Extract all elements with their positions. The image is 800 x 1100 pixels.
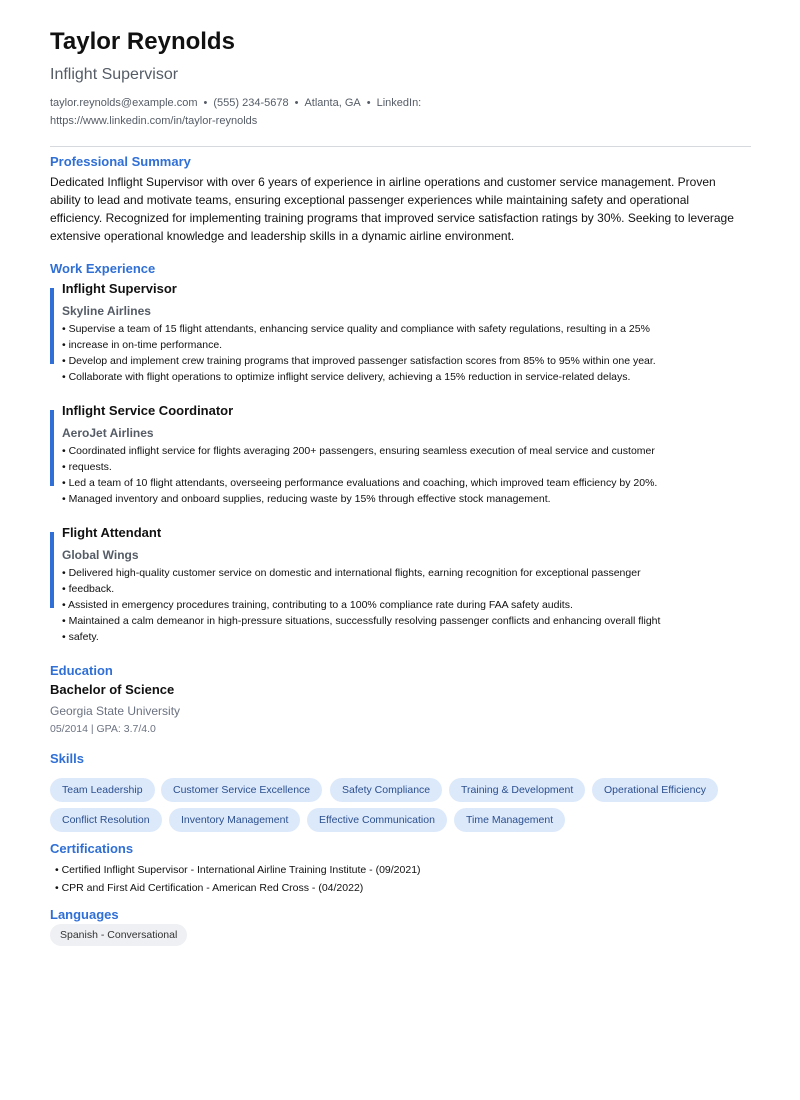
job-bullet: • increase in on-time performance. — [62, 339, 223, 351]
skill-chip: Operational Efficiency — [592, 778, 718, 802]
job-bullet: • safety. — [62, 631, 99, 643]
education-degree: Bachelor of Science — [50, 682, 175, 697]
separator-dot: • — [366, 97, 371, 109]
skill-chip: Time Management — [454, 808, 565, 832]
header-divider — [50, 146, 751, 147]
job-bullets — [62, 443, 682, 507]
job-company: AeroJet Airlines — [62, 426, 154, 440]
contact-linkedin-label: LinkedIn: — [376, 97, 422, 109]
job-bullet: • Managed inventory and onboard supplies, reducing waste by 15% through effective stock management. — [62, 493, 551, 505]
candidate-name: Taylor Reynolds — [50, 28, 235, 55]
education-school: Georgia State University — [50, 704, 181, 718]
skills-heading: Skills — [50, 751, 84, 766]
certifications-heading: Certifications — [50, 841, 134, 856]
contact-linkedin-url[interactable]: https://www.linkedin.com/in/taylor-reynolds — [50, 115, 258, 127]
separator-dot: • — [294, 97, 299, 109]
summary-text: Dedicated Inflight Supervisor with over 6 years of experience in airline operations and customer service management. Proven ability to lead and motivate teams, ensuring exceptional passenger experiences while maintaining safety and operational efficiency. Recognized for implementing training programs that improved service satisfaction ratings by 30%. Seeking to leverage extensive operational knowledge and leadership skills in a dynamic airline environment. — [50, 175, 734, 243]
skill-chip: Customer Service Excellence — [161, 778, 322, 802]
job-bullet: • Maintained a calm demeanor in high-pressure situations, successfully resolving passenger conflicts and enhancing overall flight — [62, 615, 661, 627]
skill-chip: Inventory Management — [169, 808, 300, 832]
job-role: Flight Attendant — [62, 525, 162, 540]
job-role: Inflight Service Coordinator — [62, 403, 234, 418]
education-meta: 05/2014 | GPA: 3.7/4.0 — [50, 723, 156, 735]
skill-chip: Team Leadership — [50, 778, 155, 802]
job-bullet: • Assisted in emergency procedures training, contributing to a 100% compliance rate during FAA safety audits. — [62, 599, 573, 611]
job-company: Global Wings — [62, 548, 139, 562]
languages-heading: Languages — [50, 907, 119, 922]
contact-email[interactable]: taylor.reynolds@example.com — [50, 97, 198, 109]
job-bullet: • feedback. — [62, 583, 115, 595]
education-heading: Education — [50, 663, 113, 678]
job-bullets — [62, 321, 682, 385]
job-bullet: • Led a team of 10 flight attendants, overseeing performance evaluations and coaching, which improved team efficiency by 20%. — [62, 477, 658, 489]
job-company: Skyline Airlines — [62, 304, 151, 318]
separator-dot: • — [203, 97, 208, 109]
job-bullets — [62, 565, 682, 645]
summary-heading: Professional Summary — [50, 154, 191, 169]
certification-item: • Certified Inflight Supervisor - International Airline Training Institute - (09/2021) — [55, 864, 421, 876]
certification-item: • CPR and First Aid Certification - American Red Cross - (04/2022) — [55, 882, 364, 894]
job-bullet: • Delivered high-quality customer service on domestic and international flights, earning recognition for exceptional passenger — [62, 567, 641, 579]
job-bullet: • Collaborate with flight operations to optimize inflight service delivery, achieving a 15% reduction in service-related delays. — [62, 371, 631, 383]
job-role: Inflight Supervisor — [62, 281, 177, 296]
skill-chip: Conflict Resolution — [50, 808, 162, 832]
skill-chip: Effective Communication — [307, 808, 447, 832]
skill-chip: Safety Compliance — [330, 778, 442, 802]
job-accent-bar — [50, 532, 54, 608]
candidate-title: Inflight Supervisor — [50, 66, 179, 83]
job-accent-bar — [50, 410, 54, 486]
job-bullet: • Coordinated inflight service for flights averaging 200+ passengers, ensuring seamless execution of meal service and customer — [62, 445, 655, 457]
job-bullet: • Supervise a team of 15 flight attendants, enhancing service quality and compliance with safety regulations, resulting in a 25% — [62, 323, 650, 335]
skill-chip: Training & Development — [449, 778, 585, 802]
contact-location: Atlanta, GA — [304, 97, 361, 109]
job-bullet: • requests. — [62, 461, 112, 473]
job-accent-bar — [50, 288, 54, 364]
language-chip: Spanish - Conversational — [50, 924, 187, 946]
job-bullet: • Develop and implement crew training programs that improved passenger satisfaction scores from 85% to 95% within one year. — [62, 355, 656, 367]
contact-info — [50, 94, 450, 130]
certifications-list — [55, 861, 421, 897]
contact-phone: (555) 234-5678 — [213, 97, 289, 109]
experience-heading: Work Experience — [50, 261, 156, 276]
